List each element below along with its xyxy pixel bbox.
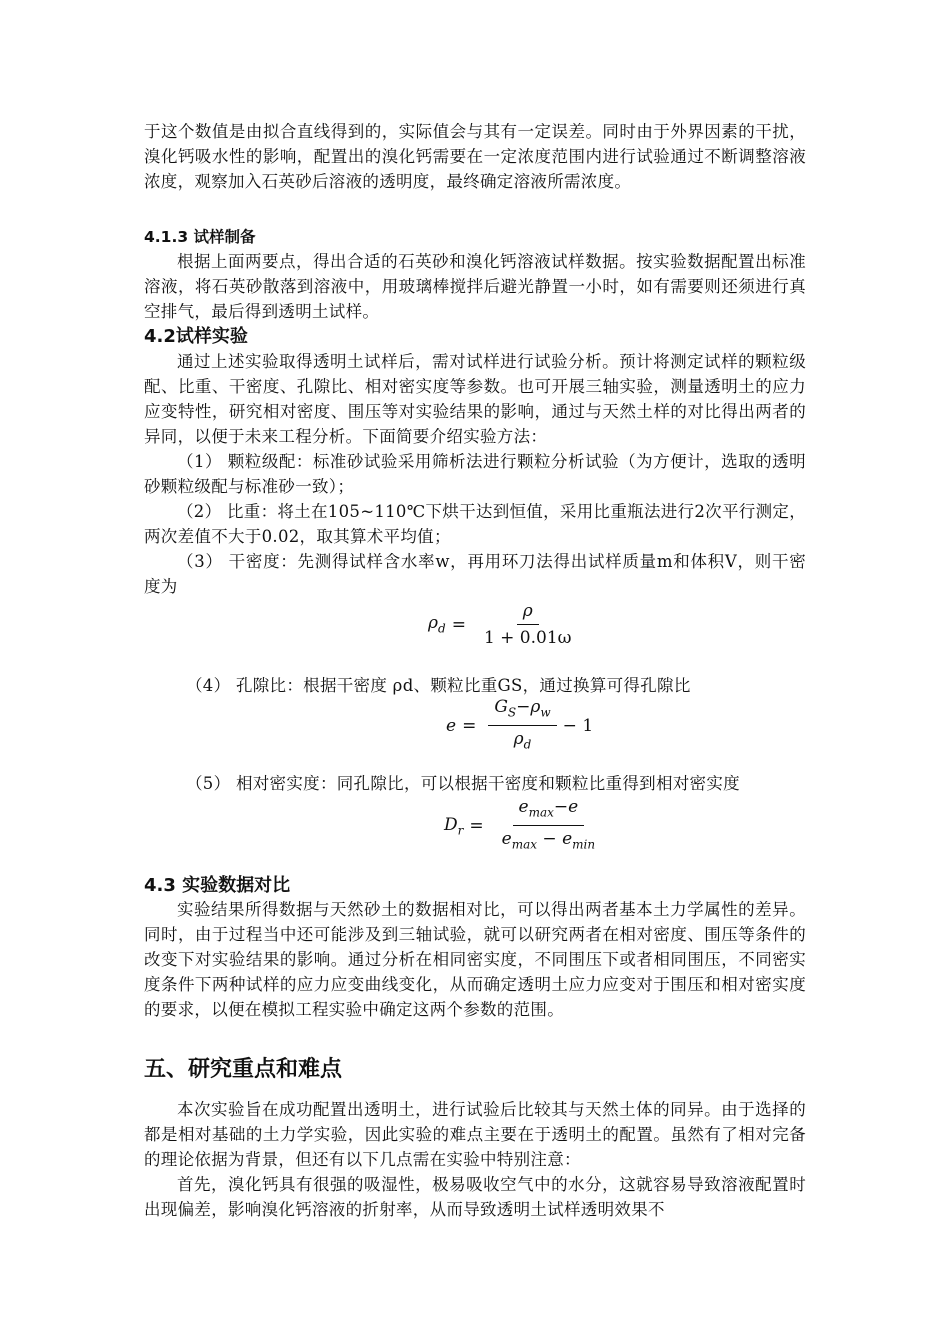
formula-1-denominator: 1 + 0.01ω <box>483 628 572 648</box>
formula-dry-density <box>428 600 584 649</box>
list-item-3-block <box>144 549 806 599</box>
formula-3-equals: = <box>469 815 484 836</box>
list-item-2: （2） 比重：将土在105~110℃下烘干达到恒值，采用比重瓶法进行2次平行测定，两次差值不大于0.02，取其算术平均值； <box>144 502 806 546</box>
section-5-heading-block <box>144 1055 806 1085</box>
formula-2-numerator: $G_S-\rho_w$ <box>488 696 556 726</box>
list-item-1-block <box>144 449 806 499</box>
formula-3-lhs: $D_r$ <box>444 814 464 838</box>
section-4-3-paragraph-block <box>144 897 806 1022</box>
formula-2-equals: = <box>462 715 477 736</box>
section-4-2-heading-block <box>144 324 806 350</box>
formula-2-tail: − 1 <box>562 715 594 736</box>
list-item-5: （5） 相对密实度：同孔隙比，可以根据干密度和颗粒比重得到相对密实度 <box>186 774 740 793</box>
section-4-1-3-paragraph: 根据上面两要点，得出合适的石英砂和溴化钙溶液试样数据。按实验数据配置出标准溶液，将石英砂散落到溶液中，用玻璃棒搅拌后避光静置一小时，如有需要则还须进行真空排气，最后得到透明土试样。 <box>144 252 806 321</box>
list-item-4: （4） 孔隙比：根据干密度 ρd、颗粒比重GS，通过换算可得孔隙比 <box>186 676 691 695</box>
list-item-1: （1） 颗粒级配：标准砂试验采用筛析法进行颗粒分析试验（为方便计，选取的透明砂颗粒级配与标准砂一致）； <box>144 452 806 496</box>
formula-3-denominator: $e_{max} - e_{min}$ <box>501 829 596 852</box>
formula-1-lhs: $\rho_d$ <box>428 613 446 636</box>
section-5-paragraph-a: 本次实验旨在成功配置出透明土，进行试验后比较其与天然土体的同异。由于选择的都是相对基础的土力学实验，因此实验的难点主要在于透明土的配置。虽然有了相对完备的理论依据为背景，但还有以下几点需在实验中特别注意： <box>144 1100 806 1169</box>
section-4-1-3-heading-block <box>144 225 806 249</box>
section-4-1-3-paragraph-block <box>144 249 806 324</box>
section-4-3-heading-block <box>144 873 806 899</box>
formula-2-denominator: $\rho_d$ <box>513 729 532 752</box>
list-item-5-block <box>186 771 806 796</box>
intro-paragraph-block <box>144 119 806 194</box>
section-4-3-heading: 4.3 实验数据对比 <box>144 875 291 896</box>
section-5-paragraph-b-block <box>144 1172 806 1222</box>
section-4-1-3-heading: 4.1.3 试样制备 <box>144 228 256 246</box>
formula-2-lhs: e <box>446 715 457 736</box>
formula-3-numerator: $e_{max}-e$ <box>513 796 585 826</box>
section-4-2-paragraph-block <box>144 349 806 449</box>
list-item-2-block <box>144 499 806 549</box>
formula-1-equals: = <box>451 614 466 635</box>
formula-3-fraction <box>496 796 601 856</box>
section-4-2-heading: 4.2试样实验 <box>144 326 248 347</box>
section-5-paragraph-a-block <box>144 1097 806 1172</box>
formula-relative-density <box>444 796 607 856</box>
section-5-paragraph-b: 首先，溴化钙具有很强的吸湿性，极易吸收空气中的水分，这就容易导致溶液配置时出现偏差，影响溴化钙溶液的折射率，从而导致透明土试样透明效果不 <box>144 1175 806 1219</box>
intro-paragraph: 于这个数值是由拟合直线得到的，实际值会与其有一定误差。同时由于外界因素的干扰，溴化钙吸水性的影响，配置出的溴化钙需要在一定浓度范围内进行试验通过不断调整溶液浓度，观察加入石英砂后溶液的透明度，最终确定溶液所需浓度。 <box>144 122 806 191</box>
section-5-heading: 五、研究重点和难点 <box>144 1057 343 1082</box>
list-item-4-block <box>186 673 806 698</box>
formula-2-fraction <box>488 696 556 756</box>
formula-1-fraction <box>478 600 578 649</box>
section-4-3-paragraph: 实验结果所得数据与天然砂土的数据相对比，可以得出两者基本土力学属性的差异。同时，由于过程当中还可能涉及到三轴试验，就可以研究两者在相对密度、围压等条件的改变下对实验结果的影响。通过分析在相同密实度，不同围压下或者相同围压，不同密实度条件下两种试样的应力应变曲线变化，从而确定透明土应力应变对于围压和相对密实度的要求，以便在模拟工程实验中确定这两个参数的范围。 <box>144 900 806 1019</box>
formula-void-ratio <box>446 696 593 756</box>
formula-1-numerator: ρ <box>517 600 539 625</box>
section-4-2-paragraph: 通过上述实验取得透明土试样后，需对试样进行试验分析。预计将测定试样的颗粒级配、比重、干密度、孔隙比、相对密实度等参数。也可开展三轴实验，测量透明土的应力应变特性，研究相对密度、围压等对实验结果的影响，通过与天然土样的对比得出两者的异同，以便于未来工程分析。下面简要介绍实验方法： <box>144 352 806 446</box>
list-item-3: （3） 干密度：先测得试样含水率w，再用环刀法得出试样质量m和体积V，则干密度为 <box>144 552 806 596</box>
